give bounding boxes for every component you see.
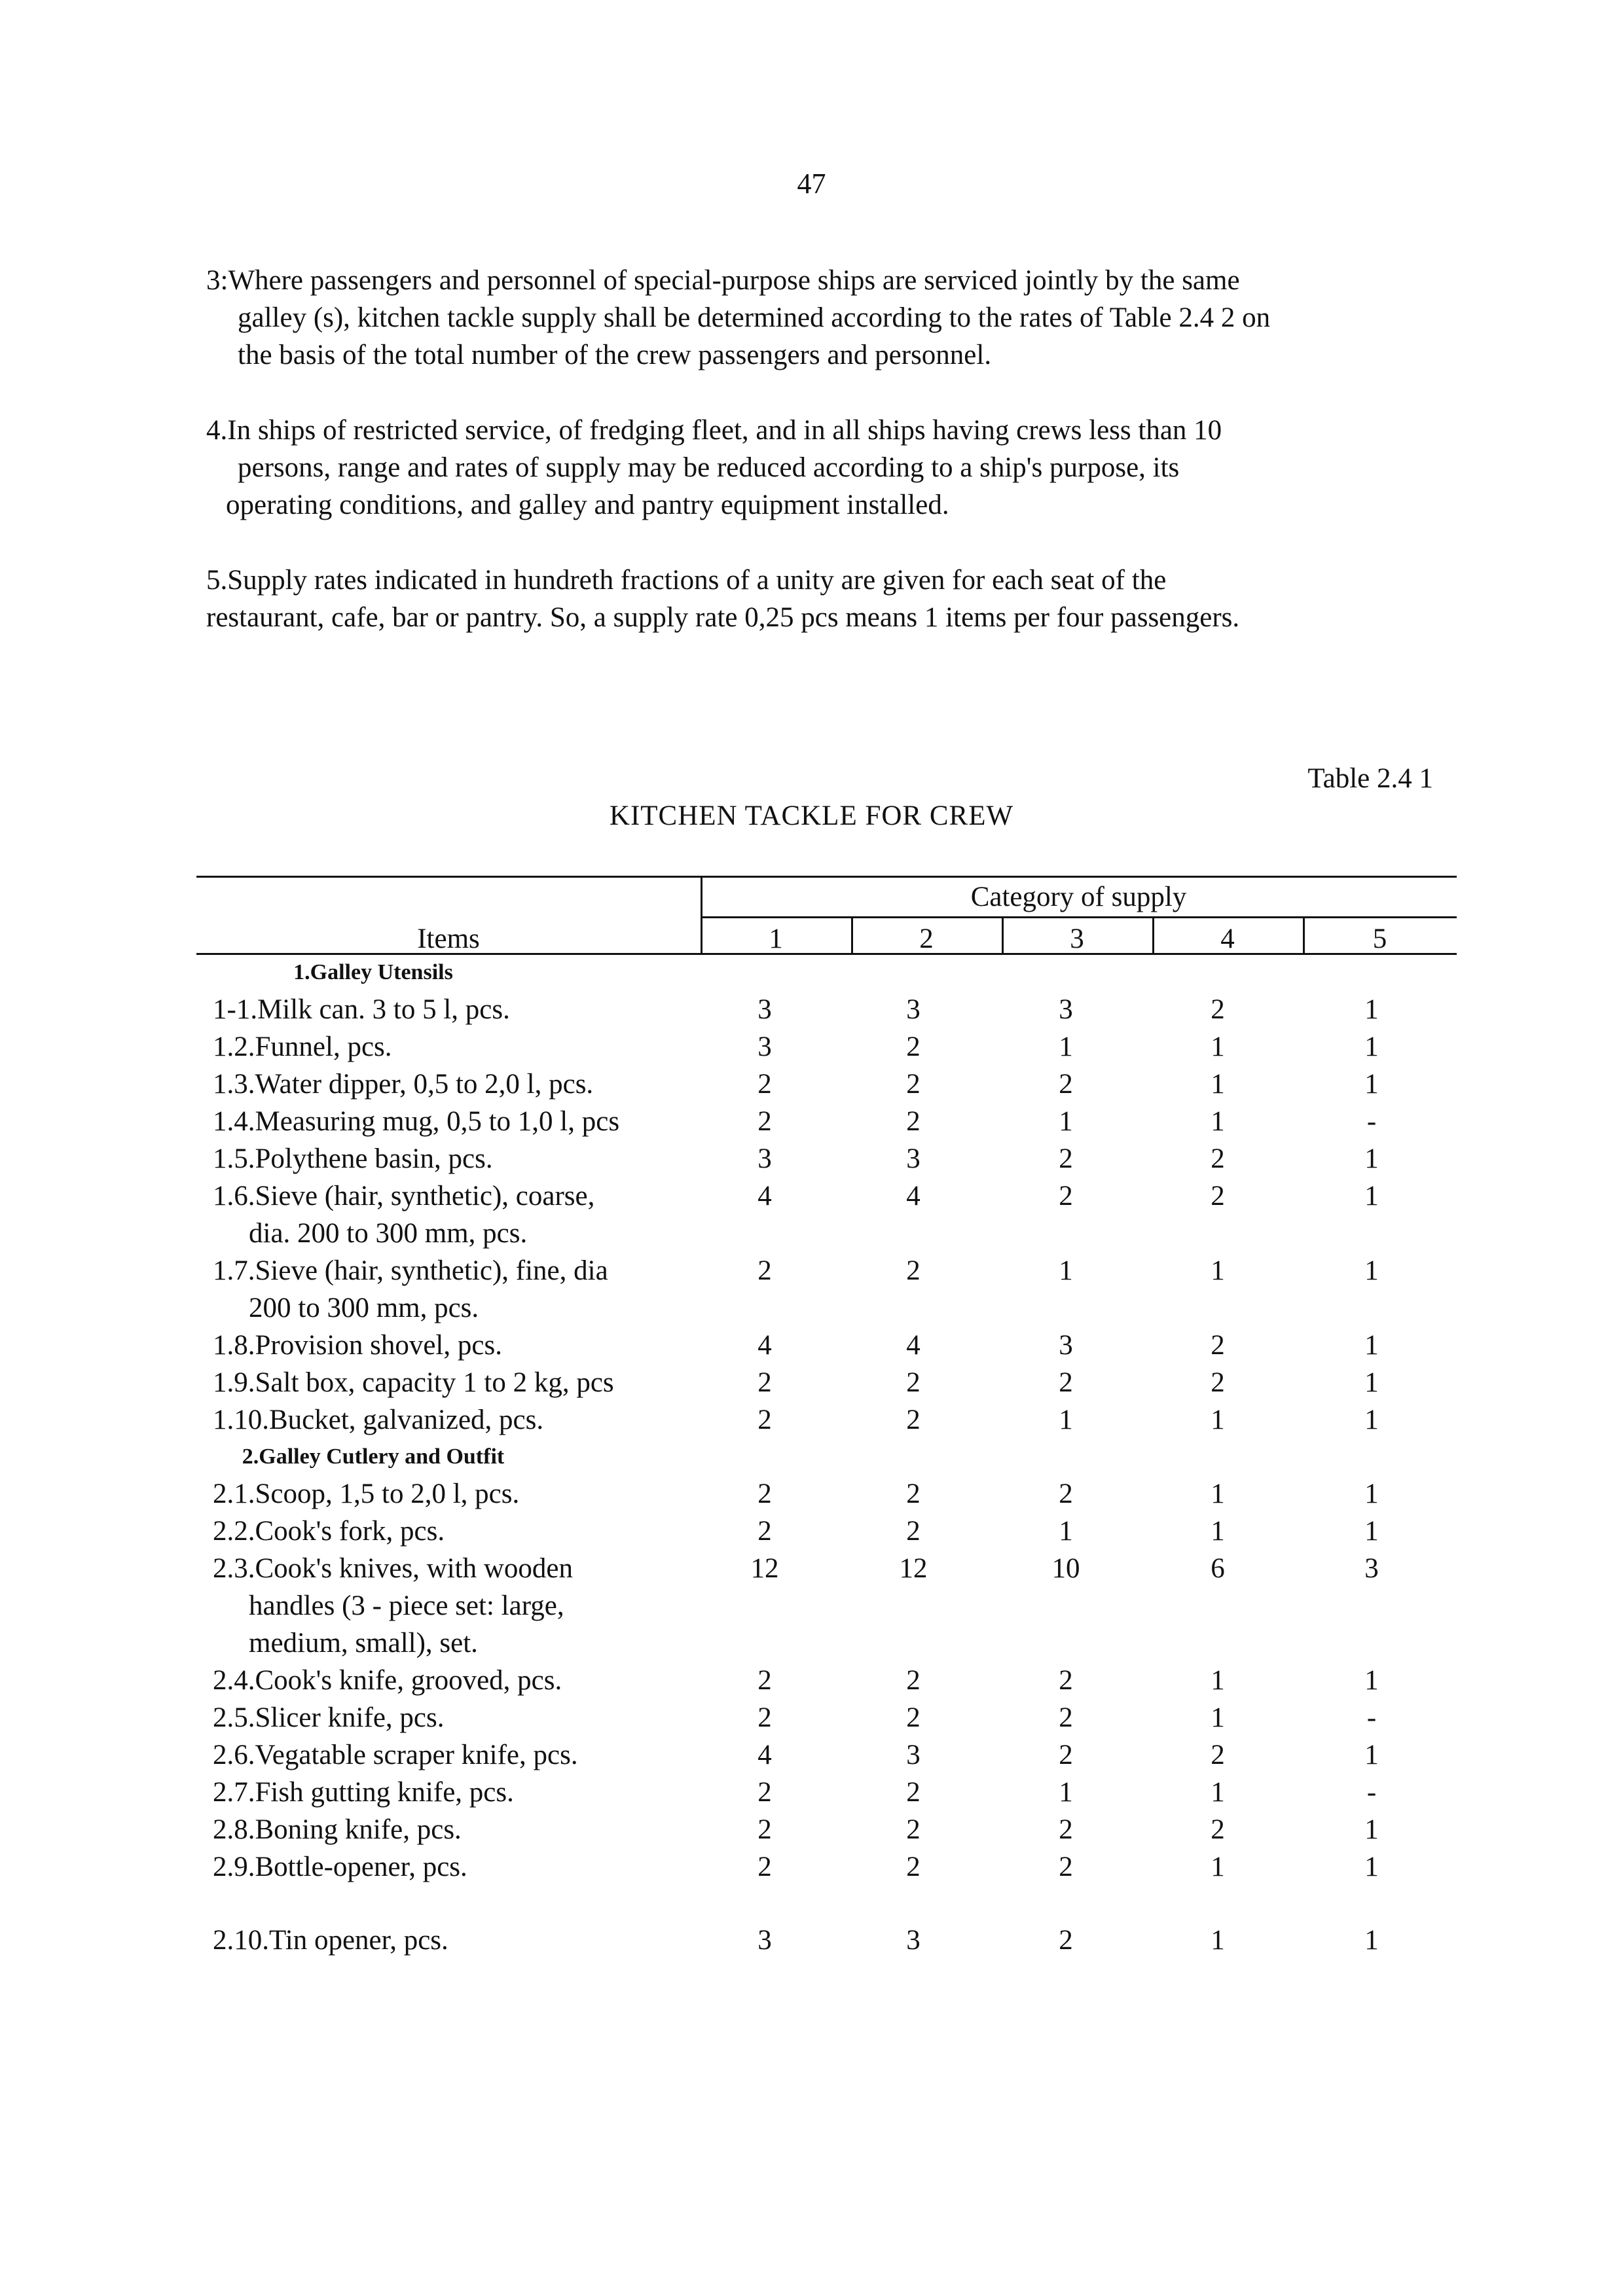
item-name bbox=[196, 991, 697, 1028]
item-name bbox=[196, 1699, 697, 1736]
item-line: 2.1.Scoop, 1,5 to 2,0 l, pcs. bbox=[213, 1479, 520, 1509]
category-4-value: 1 bbox=[1211, 1925, 1225, 1956]
table-row bbox=[196, 1848, 1457, 1886]
category-5-value: 1 bbox=[1364, 1255, 1379, 1286]
item-name bbox=[196, 1811, 697, 1848]
category-5-value: 1 bbox=[1364, 1665, 1379, 1696]
item-line: 2.5.Slicer knife, pcs. bbox=[213, 1702, 445, 1733]
category-2-value: 4 bbox=[906, 1330, 921, 1361]
category-2-value: 2 bbox=[906, 1665, 921, 1696]
category-4-value: 6 bbox=[1211, 1553, 1225, 1584]
item-line: 1.4.Measuring mug, 0,5 to 1,0 l, pcs bbox=[213, 1106, 620, 1137]
category-4-value: 1 bbox=[1211, 1665, 1225, 1696]
item-name bbox=[196, 1103, 697, 1140]
category-4-value: 2 bbox=[1211, 1740, 1225, 1770]
note-line: 4.In ships of restricted service, of fredging fleet, and in all ships having crews less than 10 bbox=[206, 415, 1222, 446]
table-top-rule bbox=[196, 876, 1457, 878]
item-line: 200 to 300 mm, pcs. bbox=[249, 1293, 479, 1323]
table-row bbox=[196, 1252, 1457, 1327]
category-5-value: 3 bbox=[1364, 1553, 1379, 1584]
item-line: 1.8.Provision shovel, pcs. bbox=[213, 1330, 502, 1361]
category-col-4: 4 bbox=[1220, 924, 1235, 954]
category-3-value: 3 bbox=[1059, 1330, 1073, 1361]
item-line: 1.6.Sieve (hair, synthetic), coarse, bbox=[213, 1181, 595, 1211]
note-line: the basis of the total number of the crew passengers and personnel. bbox=[238, 340, 992, 370]
item-name bbox=[196, 1848, 697, 1886]
item-name bbox=[196, 1774, 697, 1811]
category-2-value: 2 bbox=[906, 1516, 921, 1547]
category-1-value: 4 bbox=[757, 1330, 772, 1361]
table-row bbox=[196, 1475, 1457, 1513]
item-name bbox=[196, 1550, 697, 1662]
category-4-value: 1 bbox=[1211, 1702, 1225, 1733]
category-5-value: 1 bbox=[1364, 1367, 1379, 1398]
table-row bbox=[196, 1736, 1457, 1774]
category-2-value: 2 bbox=[906, 1106, 921, 1137]
category-5-value: 1 bbox=[1364, 1925, 1379, 1956]
category-col-1: 1 bbox=[769, 924, 783, 954]
category-3-value: 1 bbox=[1059, 1106, 1073, 1137]
category-3-value: 2 bbox=[1059, 1367, 1073, 1398]
category-5-value: 1 bbox=[1364, 1143, 1379, 1174]
category-1-value: 2 bbox=[757, 1702, 772, 1733]
category-5-value: - bbox=[1366, 1106, 1377, 1137]
item-name bbox=[196, 1327, 697, 1364]
category-5-value: 1 bbox=[1364, 1181, 1379, 1211]
category-1-value: 3 bbox=[757, 1925, 772, 1956]
category-1-value: 2 bbox=[757, 1106, 772, 1137]
section-title: 2.Galley Cutlery and Outfit bbox=[242, 1444, 505, 1469]
item-line: 1.10.Bucket, galvanized, pcs. bbox=[213, 1405, 544, 1435]
category-3-value: 1 bbox=[1059, 1031, 1073, 1062]
note-line: 5.Supply rates indicated in hundreth fractions of a unity are given for each seat of the bbox=[206, 565, 1167, 596]
item-line: 2.3.Cook's knives, with wooden bbox=[213, 1553, 574, 1584]
note-line: operating conditions, and galley and pantry equipment installed. bbox=[226, 490, 949, 520]
category-1-value: 2 bbox=[757, 1479, 772, 1509]
category-4-value: 1 bbox=[1211, 1777, 1225, 1808]
item-name bbox=[196, 1066, 697, 1103]
category-1-value: 3 bbox=[757, 1143, 772, 1174]
category-2-value: 2 bbox=[906, 1405, 921, 1435]
category-2-value: 3 bbox=[906, 1925, 921, 1956]
note-4 bbox=[206, 412, 1437, 524]
category-3-value: 2 bbox=[1059, 1479, 1073, 1509]
category-1-value: 4 bbox=[757, 1740, 772, 1770]
item-line: medium, small), set. bbox=[249, 1628, 478, 1659]
category-1-value: 3 bbox=[757, 1031, 772, 1062]
table-body bbox=[196, 954, 1457, 1959]
table-row bbox=[196, 1401, 1457, 1439]
item-line: 2.10.Tin opener, pcs. bbox=[213, 1925, 448, 1956]
category-1-value: 2 bbox=[757, 1852, 772, 1882]
table-row bbox=[196, 1513, 1457, 1550]
note-line: 3:Where passengers and personnel of special-purpose ships are serviced jointly by the same bbox=[206, 265, 1240, 296]
item-line: 2.7.Fish gutting knife, pcs. bbox=[213, 1777, 514, 1808]
table-row bbox=[196, 1699, 1457, 1736]
category-3-value: 2 bbox=[1059, 1181, 1073, 1211]
category-3-value: 2 bbox=[1059, 1702, 1073, 1733]
item-line: 2.9.Bottle-opener, pcs. bbox=[213, 1852, 467, 1882]
item-line: 2.4.Cook's knife, grooved, pcs. bbox=[213, 1665, 562, 1696]
item-line: 1.5.Polythene basin, pcs. bbox=[213, 1143, 493, 1174]
category-2-value: 2 bbox=[906, 1852, 921, 1882]
table-row bbox=[196, 1774, 1457, 1811]
note-line: persons, range and rates of supply may be reduced according to a ship's purpose, its bbox=[238, 452, 1180, 483]
category-1-value: 2 bbox=[757, 1367, 772, 1398]
category-3-value: 1 bbox=[1059, 1405, 1073, 1435]
category-2-value: 4 bbox=[906, 1181, 921, 1211]
category-2-value: 2 bbox=[906, 1367, 921, 1398]
category-4-value: 1 bbox=[1211, 1031, 1225, 1062]
page-number: 47 bbox=[797, 168, 826, 200]
category-col-3: 3 bbox=[1070, 924, 1084, 954]
category-5-value: 1 bbox=[1364, 1069, 1379, 1100]
category-3-value: 1 bbox=[1059, 1777, 1073, 1808]
item-name bbox=[196, 1922, 697, 1959]
note-5 bbox=[206, 562, 1437, 636]
category-rule bbox=[701, 916, 1457, 918]
table-row bbox=[196, 1364, 1457, 1401]
items-header: Items bbox=[417, 924, 480, 954]
category-4-value: 2 bbox=[1211, 1143, 1225, 1174]
category-1-value: 2 bbox=[757, 1777, 772, 1808]
category-3-value: 2 bbox=[1059, 1069, 1073, 1100]
note-line: restaurant, cafe, bar or pantry. So, a supply rate 0,25 pcs means 1 items per four passengers. bbox=[206, 602, 1240, 633]
category-5-value: 1 bbox=[1364, 1330, 1379, 1361]
category-2-value: 3 bbox=[906, 1740, 921, 1770]
category-2-value: 2 bbox=[906, 1069, 921, 1100]
category-5-value: 1 bbox=[1364, 1031, 1379, 1062]
category-2-value: 2 bbox=[906, 1814, 921, 1845]
item-line: handles (3 - piece set: large, bbox=[249, 1590, 564, 1621]
table-row bbox=[196, 1103, 1457, 1140]
item-line: 1.2.Funnel, pcs. bbox=[213, 1031, 392, 1062]
category-5-value: 1 bbox=[1364, 1405, 1379, 1435]
category-5-value: 1 bbox=[1364, 1852, 1379, 1882]
category-1-value: 12 bbox=[750, 1553, 779, 1584]
category-5-value: 1 bbox=[1364, 1814, 1379, 1845]
category-4-value: 1 bbox=[1211, 1106, 1225, 1137]
category-4-value: 1 bbox=[1211, 1852, 1225, 1882]
item-line: 1.9.Salt box, capacity 1 to 2 kg, pcs bbox=[213, 1367, 614, 1398]
item-name bbox=[196, 1140, 697, 1177]
table-title: KITCHEN TACKLE FOR CREW bbox=[609, 800, 1014, 831]
category-2-value: 2 bbox=[906, 1479, 921, 1509]
category-3-value: 1 bbox=[1059, 1516, 1073, 1547]
category-2-value: 2 bbox=[906, 1031, 921, 1062]
item-name bbox=[196, 1662, 697, 1699]
category-4-value: 1 bbox=[1211, 1479, 1225, 1509]
item-line: dia. 200 to 300 mm, pcs. bbox=[249, 1218, 528, 1249]
category-1-value: 4 bbox=[757, 1181, 772, 1211]
category-3-value: 2 bbox=[1059, 1852, 1073, 1882]
category-header: Category of supply bbox=[970, 882, 1187, 912]
table-reference: Table 2.4 1 bbox=[1307, 763, 1433, 794]
item-name bbox=[196, 1401, 697, 1439]
category-4-value: 2 bbox=[1211, 1330, 1225, 1361]
category-1-value: 2 bbox=[757, 1516, 772, 1547]
item-line: 2.6.Vegatable scraper knife, pcs. bbox=[213, 1740, 578, 1770]
category-2-value: 2 bbox=[906, 1255, 921, 1286]
item-line: 1-1.Milk can. 3 to 5 l, pcs. bbox=[213, 994, 510, 1025]
category-3-value: 3 bbox=[1059, 994, 1073, 1025]
category-3-value: 10 bbox=[1051, 1553, 1080, 1584]
category-4-value: 1 bbox=[1211, 1069, 1225, 1100]
category-4-value: 1 bbox=[1211, 1405, 1225, 1435]
notes bbox=[206, 262, 1437, 674]
category-3-value: 2 bbox=[1059, 1925, 1073, 1956]
table-row bbox=[196, 1811, 1457, 1848]
category-2-value: 12 bbox=[899, 1553, 928, 1584]
category-5-value: 1 bbox=[1364, 1479, 1379, 1509]
section-title: 1.Galley Utensils bbox=[293, 960, 453, 984]
category-4-value: 2 bbox=[1211, 994, 1225, 1025]
category-3-value: 2 bbox=[1059, 1814, 1073, 1845]
item-line: 2.2.Cook's fork, pcs. bbox=[213, 1516, 445, 1547]
category-1-value: 2 bbox=[757, 1665, 772, 1696]
table-row bbox=[196, 1550, 1457, 1662]
category-col-2: 2 bbox=[919, 924, 934, 954]
category-3-value: 2 bbox=[1059, 1740, 1073, 1770]
category-4-value: 2 bbox=[1211, 1181, 1225, 1211]
category-col-5: 5 bbox=[1372, 924, 1387, 954]
note-3 bbox=[206, 262, 1437, 374]
category-1-value: 3 bbox=[757, 994, 772, 1025]
category-4-value: 1 bbox=[1211, 1516, 1225, 1547]
category-1-value: 2 bbox=[757, 1405, 772, 1435]
category-2-value: 3 bbox=[906, 1143, 921, 1174]
table-row bbox=[196, 1177, 1457, 1252]
note-line: galley (s), kitchen tackle supply shall be determined according to the rates of Table 2.4 2 on bbox=[238, 302, 1271, 333]
table-row bbox=[196, 1066, 1457, 1103]
category-2-value: 2 bbox=[906, 1777, 921, 1808]
category-3-value: 1 bbox=[1059, 1255, 1073, 1286]
category-5-value: - bbox=[1366, 1777, 1377, 1808]
category-5-value: 1 bbox=[1364, 1516, 1379, 1547]
table-row bbox=[196, 1028, 1457, 1066]
category-3-value: 2 bbox=[1059, 1665, 1073, 1696]
item-line: 1.3.Water dipper, 0,5 to 2,0 l, pcs. bbox=[213, 1069, 594, 1100]
category-4-value: 2 bbox=[1211, 1367, 1225, 1398]
category-1-value: 2 bbox=[757, 1069, 772, 1100]
category-2-value: 3 bbox=[906, 994, 921, 1025]
category-4-value: 1 bbox=[1211, 1255, 1225, 1286]
category-3-value: 2 bbox=[1059, 1143, 1073, 1174]
table-row bbox=[196, 1140, 1457, 1177]
item-name bbox=[196, 1364, 697, 1401]
category-5-value: 1 bbox=[1364, 994, 1379, 1025]
item-line: 1.7.Sieve (hair, synthetic), fine, dia bbox=[213, 1255, 608, 1286]
item-name bbox=[196, 1736, 697, 1774]
category-1-value: 2 bbox=[757, 1814, 772, 1845]
table-row bbox=[196, 991, 1457, 1028]
item-name bbox=[196, 1475, 697, 1513]
category-4-value: 2 bbox=[1211, 1814, 1225, 1845]
category-2-value: 2 bbox=[906, 1702, 921, 1733]
item-name bbox=[196, 1252, 697, 1327]
category-5-value: - bbox=[1366, 1702, 1377, 1733]
category-1-value: 2 bbox=[757, 1255, 772, 1286]
item-name bbox=[196, 1513, 697, 1550]
category-5-value: 1 bbox=[1364, 1740, 1379, 1770]
item-name bbox=[196, 1177, 697, 1252]
table-row bbox=[196, 1327, 1457, 1364]
item-line: 2.8.Boning knife, pcs. bbox=[213, 1814, 462, 1845]
table-row bbox=[196, 1922, 1457, 1959]
table-row bbox=[196, 1662, 1457, 1699]
item-name bbox=[196, 1028, 697, 1066]
row-gap bbox=[196, 1886, 1457, 1922]
